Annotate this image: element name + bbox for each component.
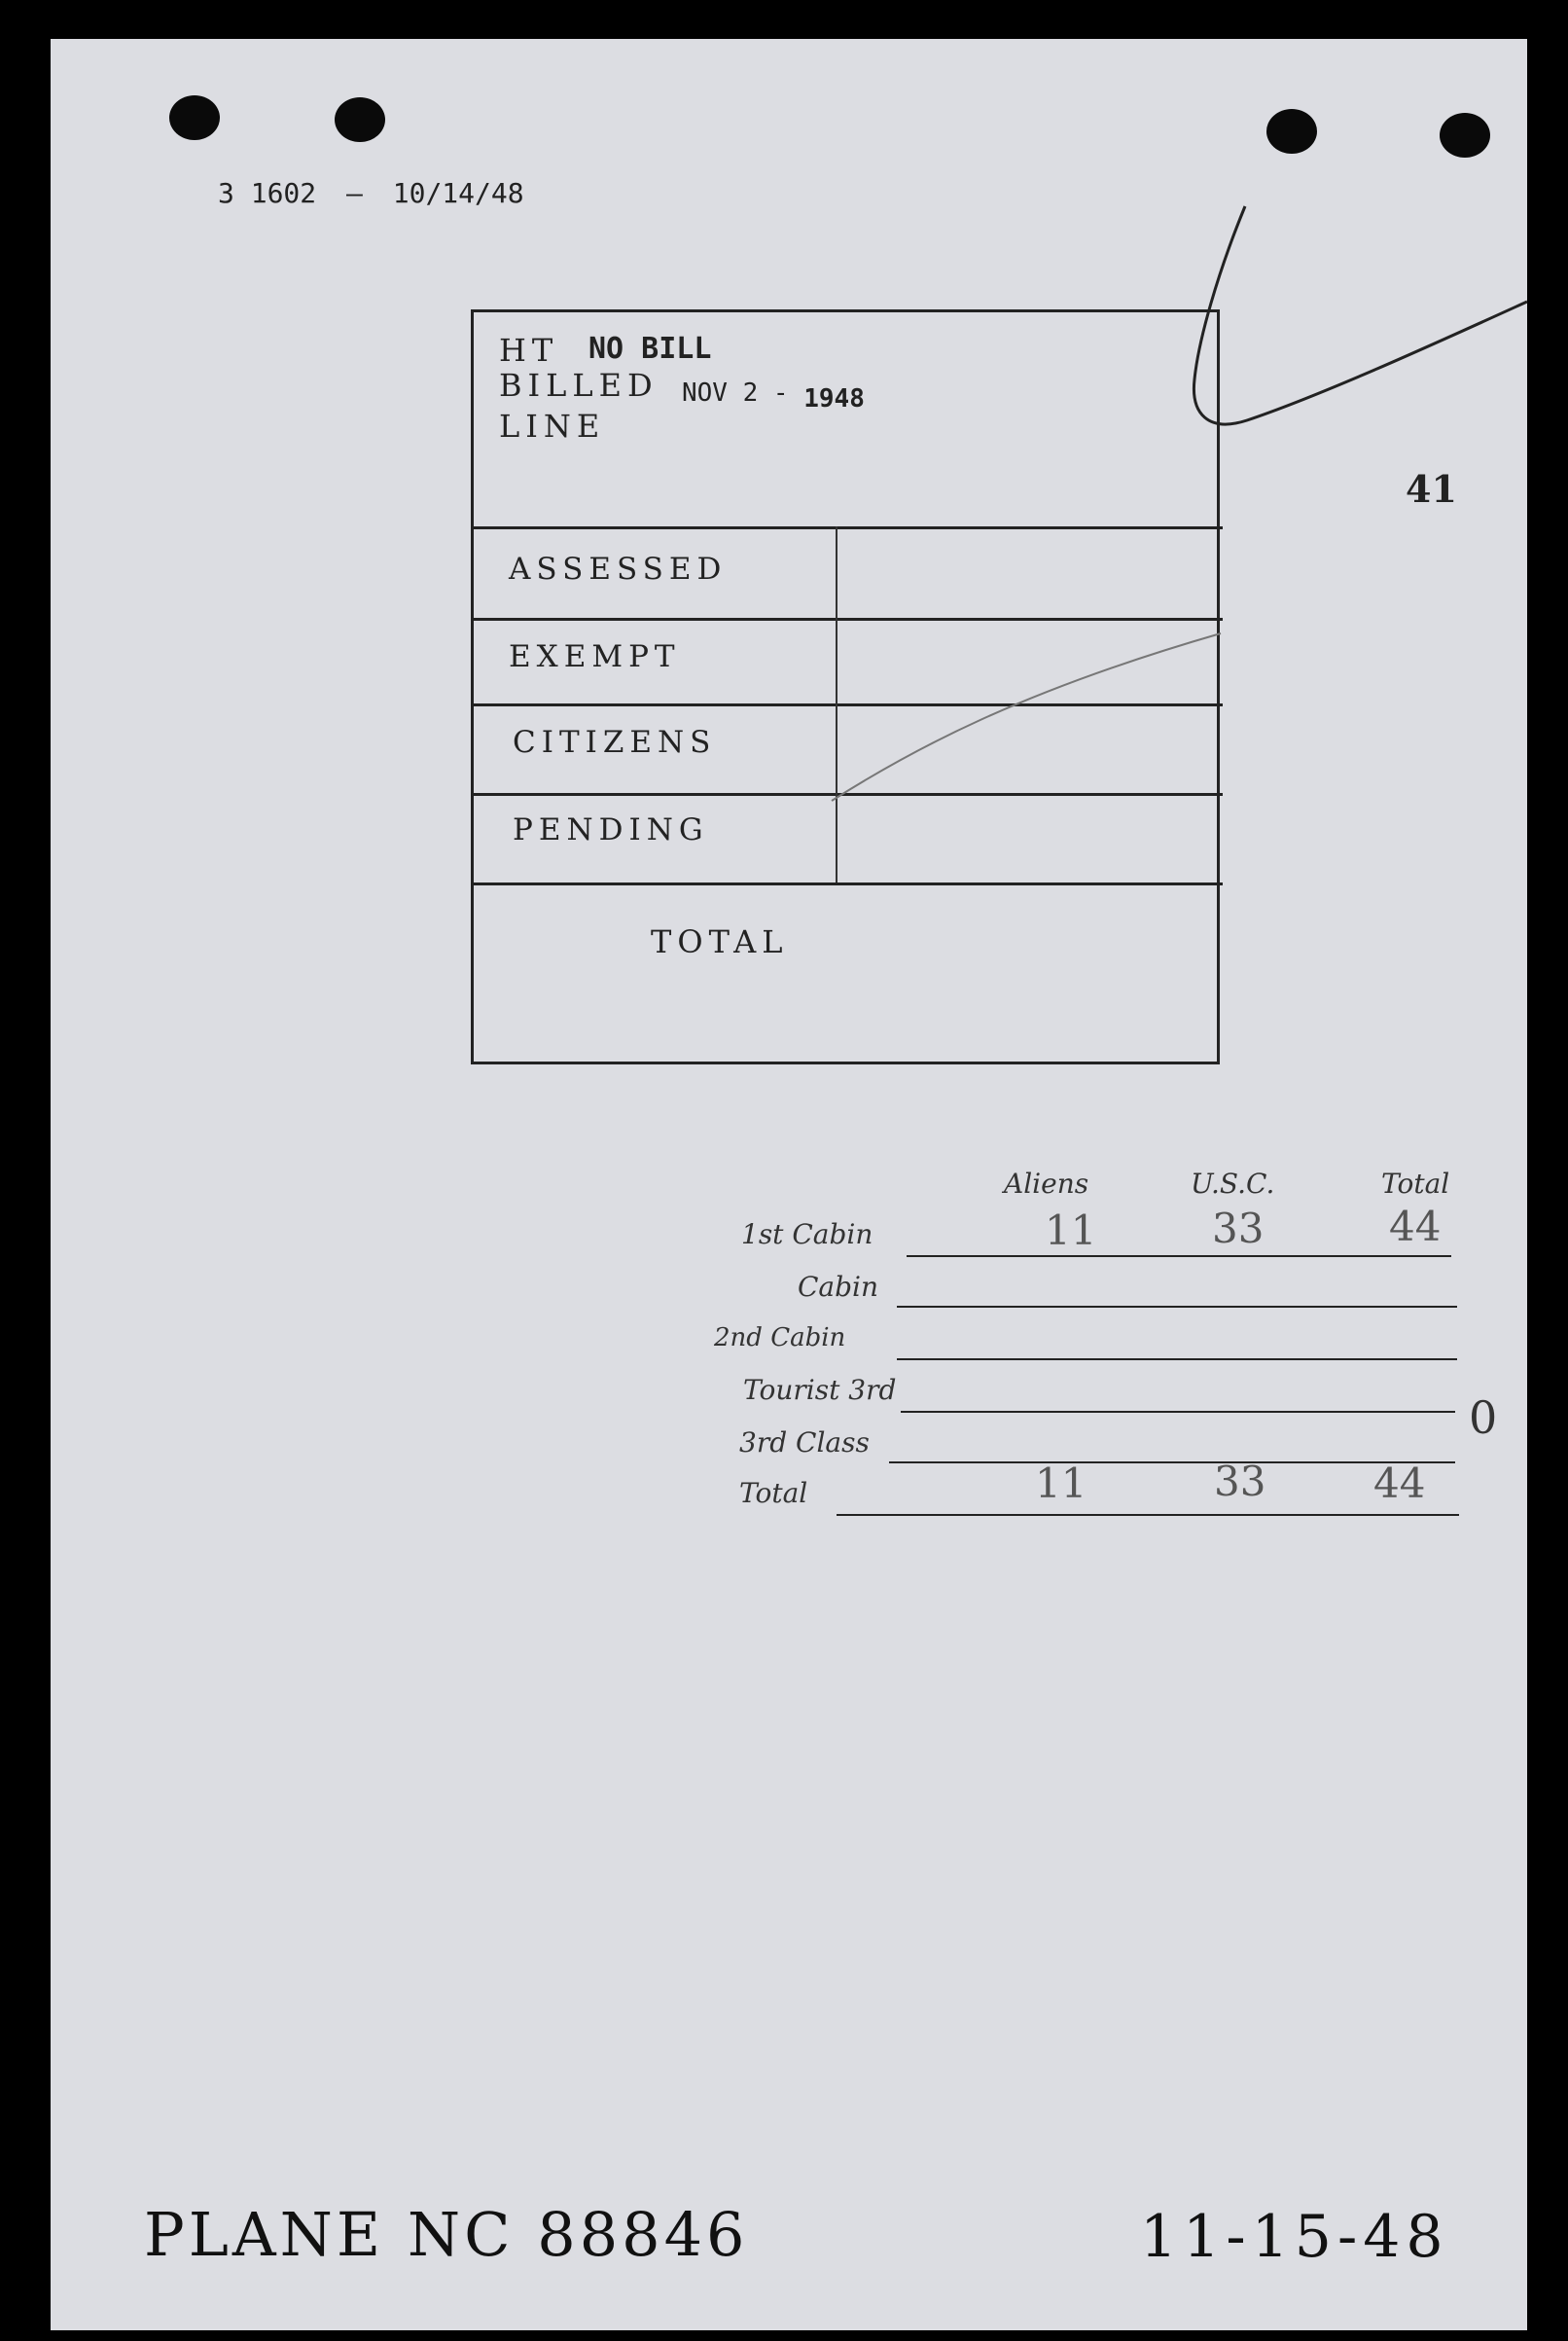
stamp-row-exempt: EXEMPT bbox=[509, 639, 681, 674]
punch-hole-right-1 bbox=[1266, 109, 1317, 154]
stamp-line-label: LINE bbox=[499, 408, 606, 445]
stamp-row-citizens: CITIZENS bbox=[513, 725, 717, 760]
punch-hole-right-2 bbox=[1440, 113, 1490, 158]
page-number: 41 bbox=[1406, 467, 1457, 511]
header-dash: — bbox=[346, 177, 363, 209]
row-label-tourist-3rd: Tourist 3rd bbox=[743, 1374, 897, 1406]
stamp-no-bill-label: NO BILL bbox=[588, 332, 712, 366]
stamp-row-pending: PENDING bbox=[513, 812, 709, 847]
row-rule-1st-cabin bbox=[907, 1255, 1451, 1257]
date-stamp bbox=[682, 378, 865, 414]
row-rule-tourist-3rd bbox=[901, 1411, 1455, 1413]
row-total-usc: 33 bbox=[1214, 1458, 1266, 1505]
margin-mark: 0 bbox=[1469, 1391, 1498, 1444]
row-rule-total bbox=[837, 1514, 1459, 1516]
stamp-divider-5 bbox=[474, 882, 1223, 885]
row-1st-cabin-total: 44 bbox=[1389, 1203, 1442, 1250]
row-rule-cabin bbox=[897, 1306, 1457, 1308]
header-line bbox=[218, 177, 524, 209]
row-1st-cabin-aliens: 11 bbox=[1045, 1207, 1097, 1254]
row-label-3rd-class: 3rd Class bbox=[739, 1426, 870, 1459]
row-label-2nd-cabin: 2nd Cabin bbox=[714, 1323, 846, 1352]
column-header-total: Total bbox=[1381, 1168, 1450, 1200]
row-label-cabin: Cabin bbox=[798, 1271, 879, 1303]
punch-hole-left-2 bbox=[335, 97, 385, 142]
stamp-total-label: TOTAL bbox=[651, 923, 789, 960]
stamp-billed-label: BILLED bbox=[499, 367, 659, 404]
stamp-ht-label: HT bbox=[499, 332, 559, 369]
header-date: 10/14/48 bbox=[392, 177, 524, 209]
check-mark-icon bbox=[1179, 195, 1568, 486]
row-label-1st-cabin: 1st Cabin bbox=[741, 1218, 873, 1250]
stamp-row-assessed: ASSESSED bbox=[509, 552, 728, 587]
footer-date: 11-15-48 bbox=[1140, 2203, 1449, 2271]
assessment-stamp-box bbox=[471, 309, 1220, 1064]
punch-hole-left-1 bbox=[169, 95, 220, 140]
plane-registration: PLANE NC 88846 bbox=[144, 2199, 749, 2270]
stamp-divider-1 bbox=[474, 526, 1223, 529]
date-stamp-year: 1948 bbox=[803, 384, 865, 414]
date-stamp-month-day: NOV 2 - bbox=[682, 378, 789, 408]
row-rule-2nd-cabin bbox=[897, 1358, 1457, 1360]
row-rule-3rd-class bbox=[889, 1461, 1455, 1463]
row-total-aliens: 11 bbox=[1035, 1459, 1087, 1507]
row-1st-cabin-usc: 33 bbox=[1212, 1205, 1265, 1252]
document-page bbox=[51, 39, 1527, 2330]
pencil-stroke bbox=[824, 614, 1223, 809]
column-header-aliens: Aliens bbox=[1004, 1168, 1089, 1200]
column-header-usc: U.S.C. bbox=[1191, 1168, 1275, 1200]
row-label-total: Total bbox=[739, 1477, 808, 1509]
row-total-total: 44 bbox=[1373, 1459, 1426, 1507]
file-reference: 3 1602 bbox=[218, 177, 317, 209]
